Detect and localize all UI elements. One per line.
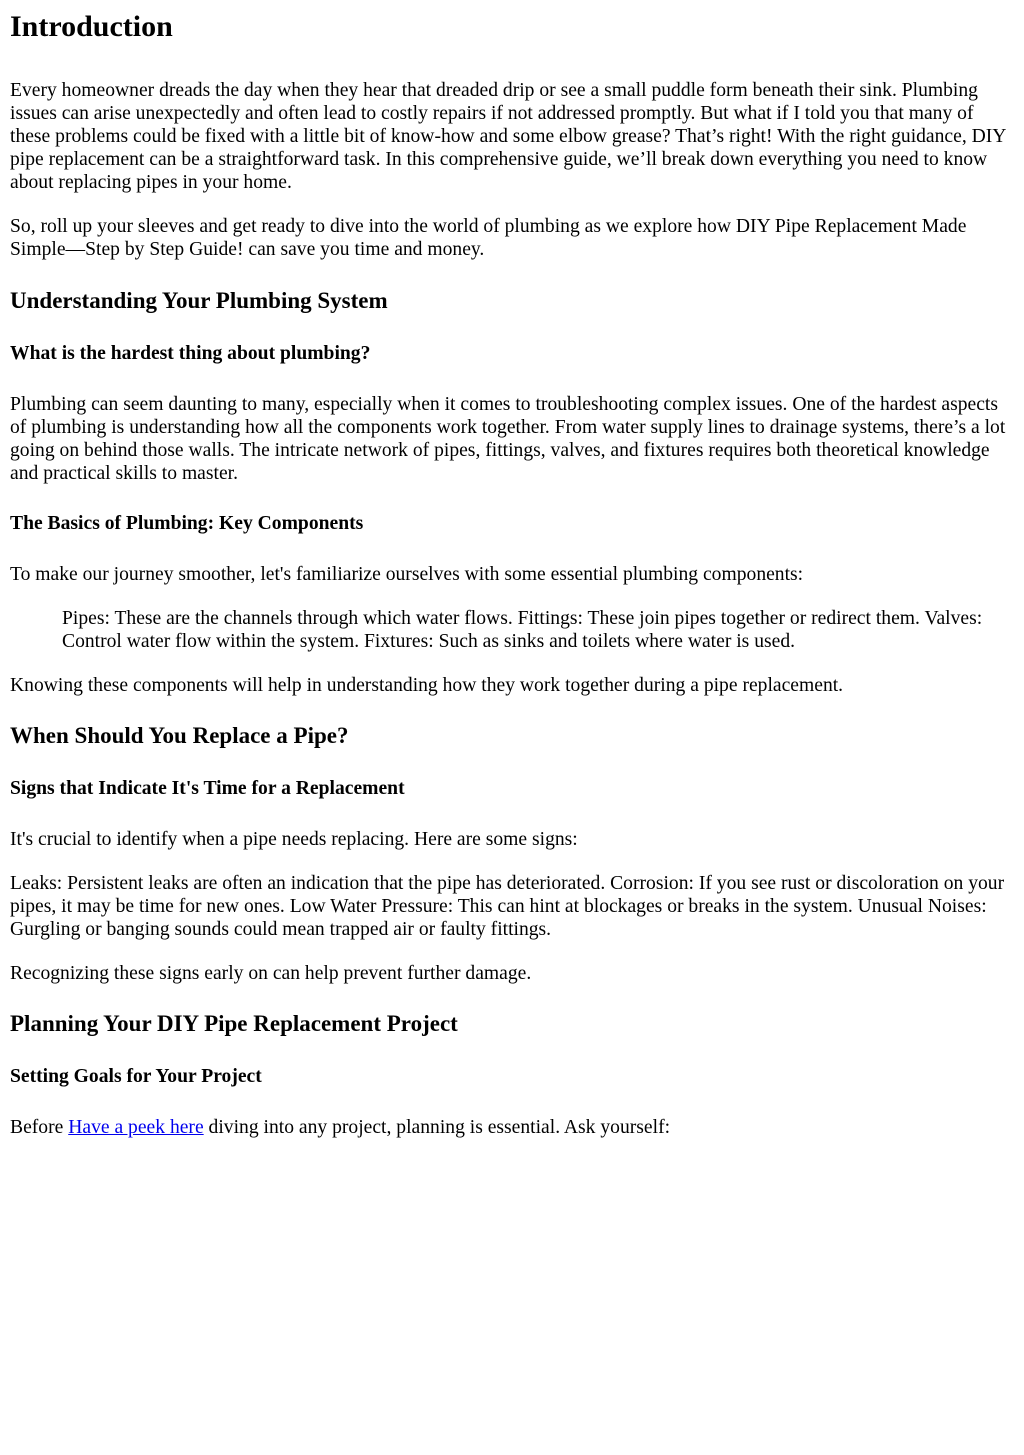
subheading-key-components: The Basics of Plumbing: Key Components: [10, 513, 364, 534]
heading-understanding-plumbing: Understanding Your Plumbing System: [10, 288, 388, 313]
heading-planning: Planning Your DIY Pipe Replacement Project: [10, 1011, 458, 1036]
understanding-paragraph-3: Knowing these components will help in understanding how they work together during a pipe replacement.: [10, 675, 844, 696]
subheading-signs: Signs that Indicate It's Time for a Replacement: [10, 778, 405, 799]
when-paragraph-1: It's crucial to identify when a pipe needs replacing. Here are some signs:: [10, 829, 578, 850]
understanding-paragraph-1: Plumbing can seem daunting to many, especially when it comes to troubleshooting complex issues. One of the hardest aspects of plumbing is understanding how all the components work together. From water supply lines to drainage systems, there’s a lot going on behind those walls. The intricate network of pipes, fittings, valves, and fixtures requires both theoretical knowledge and practical skills to master.: [10, 394, 1006, 484]
have-a-peek-link[interactable]: Have a peek here: [68, 1117, 204, 1138]
subheading-setting-goals: Setting Goals for Your Project: [10, 1066, 262, 1087]
planning-text-after: diving into any project, planning is essential. Ask yourself:: [203, 1117, 671, 1138]
heading-when-replace: When Should You Replace a Pipe?: [10, 723, 349, 748]
signs-list: Leaks: Persistent leaks are often an indication that the pipe has deteriorated. Corrosion: If you see rust or discoloration on your pipes, it may be time for new ones. Low Water Pressure: This can hint at blockages or breaks in the system. Unusual Noises: Gurgling or banging sounds could mean trapped air or faulty fittings.: [10, 873, 1005, 940]
when-paragraph-2: Recognizing these signs early on can help prevent further damage.: [10, 963, 532, 984]
subheading-hardest-thing: What is the hardest thing about plumbing?: [10, 343, 371, 364]
components-list: Pipes: These are the channels through which water flows. Fittings: These join pipes together or redirect them. Valves: Control water flow within the system. Fixtures: Such as sinks and toilets where water is used.: [62, 608, 983, 652]
heading-introduction: Introduction: [10, 10, 173, 43]
planning-paragraph: [10, 1116, 1014, 1139]
planning-text-before: Before: [10, 1117, 69, 1138]
intro-paragraph-1: Every homeowner dreads the day when they hear that dreaded drip or see a small puddle form beneath their sink. Plumbing issues can arise unexpectedly and often lead to costly repairs if not addressed promptly. But what if I told you that many of these problems could be fixed with a little bit of know-how and some elbow grease? That’s right! With the right guidance, DIY pipe replacement can be a straightforward task. In this comprehensive guide, we’ll break down everything you need to know about replacing pipes in your home.: [10, 80, 1006, 193]
intro-paragraph-2: So, roll up your sleeves and get ready to dive into the world of plumbing as we explore how DIY Pipe Replacement Made Simple—Step by Step Guide! can save you time and money.: [10, 216, 967, 260]
understanding-paragraph-2: To make our journey smoother, let's familiarize ourselves with some essential plumbing components:: [10, 564, 804, 585]
